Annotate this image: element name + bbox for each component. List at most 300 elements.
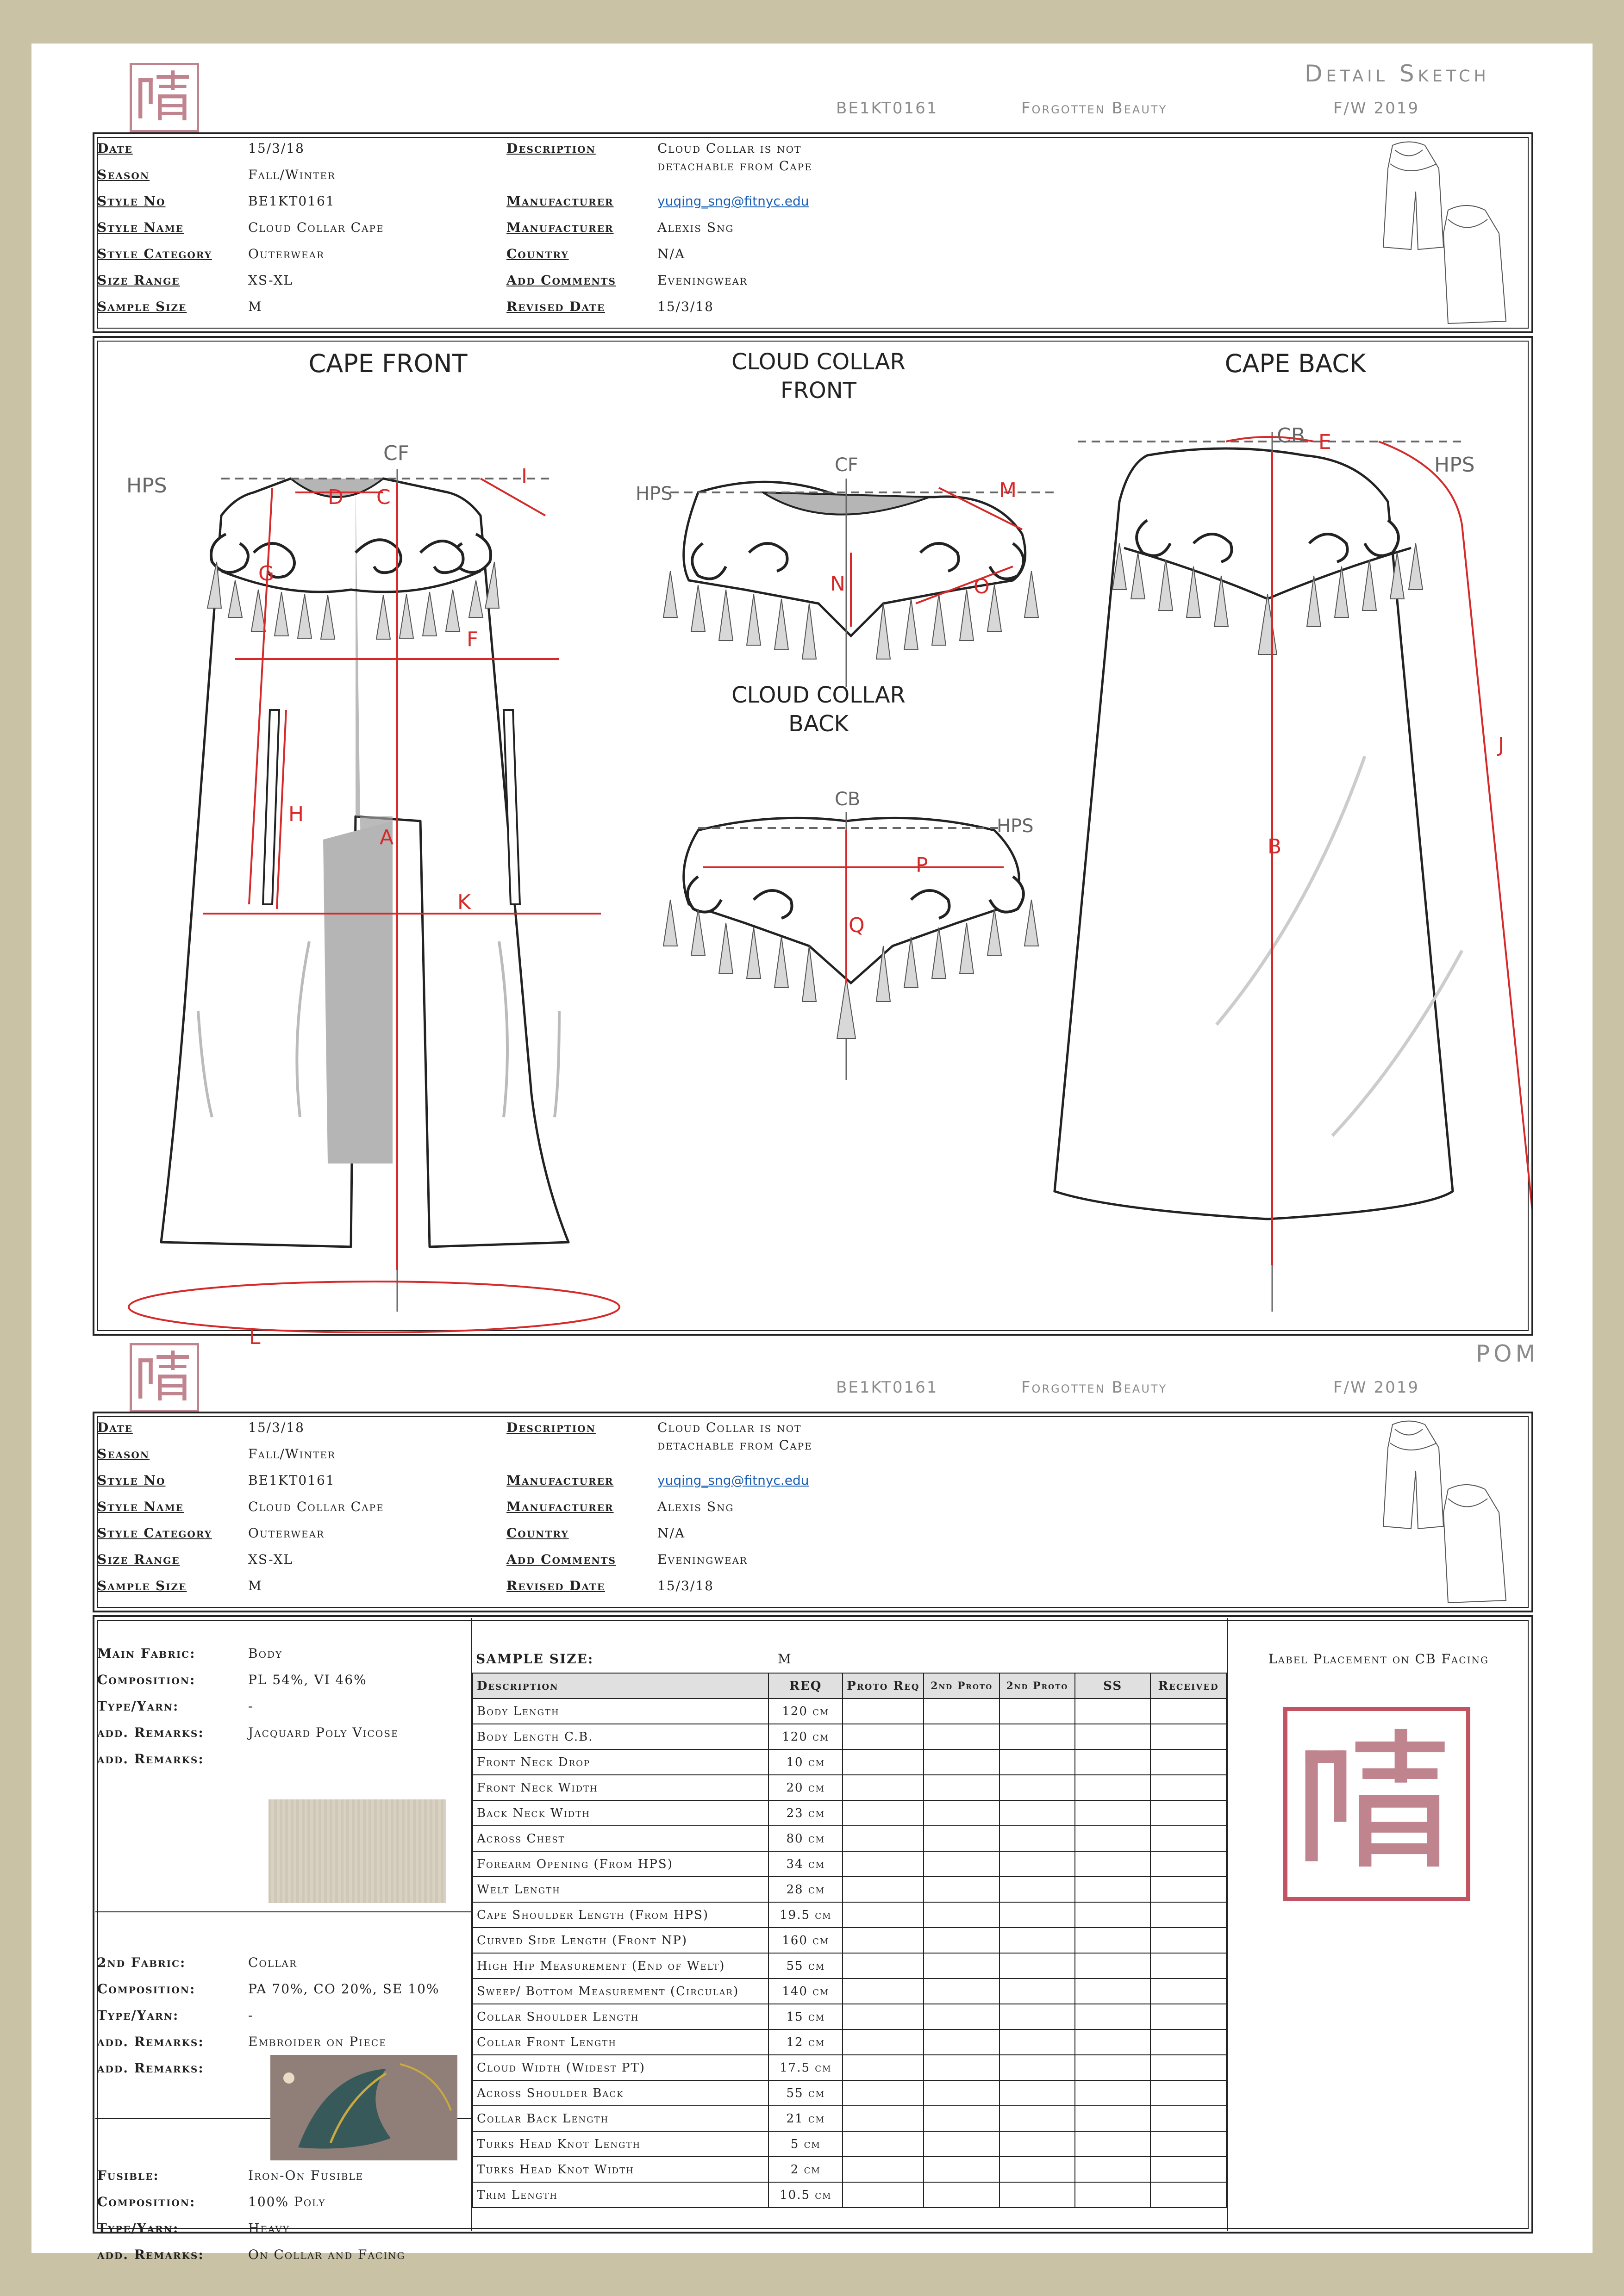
hps-label: HPS: [1434, 453, 1475, 477]
pom-empty-cell[interactable]: [924, 1851, 999, 1877]
info-label: Manufacturer: [506, 1473, 614, 1488]
pom-empty-cell[interactable]: [924, 1749, 999, 1775]
table-row: [473, 1699, 1226, 1724]
col-header-description: Description: [473, 1673, 768, 1699]
pom-empty-cell[interactable]: [843, 2131, 924, 2157]
fabric-value: Jacquard Poly Vicose: [248, 1725, 399, 1740]
pom-empty-cell[interactable]: [1150, 1749, 1226, 1775]
cape-front-title: CAPE FRONT: [308, 349, 468, 378]
pom-req-value: 12 cm: [768, 2029, 843, 2055]
pom-empty-cell[interactable]: [1150, 2004, 1226, 2029]
measure-letter-j: J: [1498, 733, 1504, 757]
body-fabric-swatch: [269, 1799, 446, 1903]
cape-back-sketch: [1008, 404, 1531, 1330]
info-value: M: [248, 1578, 262, 1593]
info-label: Style Category: [97, 1525, 212, 1541]
table-row: [473, 2106, 1226, 2131]
email-link[interactable]: yuqing_sng@fitnyc.edu: [657, 1473, 809, 1488]
info-label: Sample Size: [97, 1578, 187, 1593]
cf-label: CF: [383, 442, 410, 465]
cb-label: CB: [835, 789, 861, 810]
col-header-received: Received: [1150, 1673, 1226, 1699]
collar-fabric-swatch: [270, 2055, 457, 2160]
pom-empty-cell[interactable]: [999, 1851, 1075, 1877]
table-row: [473, 2004, 1226, 2029]
label-placement-title: Label Placement on CB Facing: [1268, 1651, 1489, 1667]
info-label: Add Comments: [506, 273, 616, 288]
info-label: Description: [506, 1420, 596, 1435]
pom-empty-cell[interactable]: [999, 1749, 1075, 1775]
season-code: F/W 2019: [1333, 99, 1419, 118]
info-label: Manufacturer: [506, 1499, 614, 1514]
pom-empty-cell[interactable]: [843, 2157, 924, 2182]
collar-front-title: CLOUD COLLAR: [731, 349, 906, 375]
pom-description: Cape Shoulder Length (From HPS): [473, 1902, 768, 1928]
info-label: Style Name: [97, 1499, 184, 1514]
pom-req-value: 34 cm: [768, 1851, 843, 1877]
pom-empty-cell[interactable]: [1150, 1775, 1226, 1800]
pom-empty-cell[interactable]: [924, 2080, 999, 2106]
info-label: Size Range: [97, 1552, 180, 1567]
info-label: Revised Date: [506, 1578, 605, 1593]
info-label: Size Range: [97, 273, 180, 288]
pom-empty-cell[interactable]: [1075, 1979, 1150, 2004]
pom-empty-cell[interactable]: [843, 2080, 924, 2106]
info-value: N/A: [657, 1525, 686, 1541]
pom-empty-cell[interactable]: [999, 1928, 1075, 1953]
pom-empty-cell[interactable]: [843, 2055, 924, 2080]
pom-table: [472, 1673, 1227, 2208]
fabric-label: add. Remarks:: [97, 1751, 204, 1767]
info-label: Date: [97, 141, 133, 156]
pom-empty-cell[interactable]: [1075, 2004, 1150, 2029]
info-value: Alexis Sng: [657, 1499, 734, 1514]
table-row: [473, 2157, 1226, 2182]
description-line: detachable from Cape: [657, 158, 812, 174]
table-row: [473, 1749, 1226, 1775]
measure-letter-c: C: [376, 485, 391, 509]
table-row: [473, 1724, 1226, 1749]
info-value: Fall/Winter: [248, 167, 336, 182]
pom-empty-cell[interactable]: [1150, 1979, 1226, 2004]
info-value: Cloud Collar Cape: [248, 220, 384, 235]
pom-req-value: 10 cm: [768, 1749, 843, 1775]
pom-description: Front Neck Drop: [473, 1749, 768, 1775]
pom-empty-cell[interactable]: [1075, 2131, 1150, 2157]
pom-description: Turks Head Knot Width: [473, 2157, 768, 2182]
pom-empty-cell[interactable]: [1075, 2055, 1150, 2080]
pom-empty-cell[interactable]: [1075, 1800, 1150, 1826]
fabric-value: Collar: [248, 1955, 297, 1970]
style-number: BE1KT0161: [836, 1378, 938, 1397]
spec-sheet: [31, 44, 1593, 2262]
fabric-label: add. Remarks:: [97, 1725, 204, 1740]
measure-letter-l: L: [249, 1325, 261, 1349]
pom-empty-cell[interactable]: [999, 2080, 1075, 2106]
info-value: N/A: [657, 246, 686, 261]
measure-letter-a: A: [380, 826, 394, 849]
pom-empty-cell[interactable]: [843, 2182, 924, 2208]
measure-letter-o: O: [974, 575, 990, 598]
description-line: Cloud Collar is not: [657, 141, 802, 156]
info-value: 15/3/18: [657, 299, 714, 314]
fabric-label: Main Fabric:: [97, 1646, 196, 1661]
measure-letter-i: I: [521, 465, 527, 488]
measure-letter-q: Q: [849, 914, 865, 937]
pom-empty-cell[interactable]: [1075, 1902, 1150, 1928]
pom-req-value: 55 cm: [768, 2080, 843, 2106]
pom-empty-cell[interactable]: [843, 1826, 924, 1851]
table-row: [473, 1928, 1226, 1953]
pom-description: High Hip Measurement (End of Welt): [473, 1953, 768, 1979]
table-row: [473, 2131, 1226, 2157]
info-label: Country: [506, 1525, 569, 1541]
pom-empty-cell[interactable]: [924, 2029, 999, 2055]
info-value: Eveningwear: [657, 273, 748, 288]
pom-empty-cell[interactable]: [924, 2182, 999, 2208]
pom-empty-cell[interactable]: [843, 1953, 924, 1979]
info-label: Date: [97, 1420, 133, 1435]
info-value: Eveningwear: [657, 1552, 748, 1567]
pom-description: Turks Head Knot Length: [473, 2131, 768, 2157]
info-label: Manufacturer: [506, 193, 614, 209]
info-label: Manufacturer: [506, 220, 614, 235]
pom-empty-cell[interactable]: [924, 1928, 999, 1953]
pom-empty-cell[interactable]: [843, 1902, 924, 1928]
fabric-label: add. Remarks:: [97, 2060, 204, 2076]
pom-empty-cell[interactable]: [999, 1877, 1075, 1902]
pom-empty-cell[interactable]: [999, 2106, 1075, 2131]
info-label: Country: [506, 246, 569, 261]
pom-empty-cell[interactable]: [924, 2131, 999, 2157]
info-value: Outerwear: [248, 246, 325, 261]
hps-label: HPS: [997, 815, 1034, 837]
pom-empty-cell[interactable]: [1150, 1902, 1226, 1928]
pom-empty-cell[interactable]: [999, 1699, 1075, 1724]
pom-empty-cell[interactable]: [1075, 2080, 1150, 2106]
fabric-label: Fusible:: [97, 2168, 159, 2183]
pom-req-value: 23 cm: [768, 1800, 843, 1826]
page-title: Detail Sketch: [1305, 60, 1490, 87]
pom-empty-cell[interactable]: [1075, 1724, 1150, 1749]
info-value: M: [248, 299, 262, 314]
pom-empty-cell[interactable]: [1150, 1699, 1226, 1724]
measure-letter-p: P: [916, 853, 928, 877]
pom-empty-cell[interactable]: [999, 1979, 1075, 2004]
pom-empty-cell[interactable]: [1150, 2029, 1226, 2055]
fabric-value: PA 70%, CO 20%, SE 10%: [248, 1981, 440, 1997]
measure-letter-n: N: [830, 572, 845, 596]
pom-description: Front Neck Width: [473, 1775, 768, 1800]
pom-empty-cell[interactable]: [1075, 2157, 1150, 2182]
measure-letter-k: K: [457, 890, 471, 914]
table-row: [473, 1877, 1226, 1902]
collar-front-title: FRONT: [781, 378, 856, 404]
pom-empty-cell[interactable]: [924, 2106, 999, 2131]
style-number: BE1KT0161: [836, 99, 938, 118]
cf-label: CF: [835, 454, 858, 476]
info-label: Revised Date: [506, 299, 605, 314]
measure-letter-g: G: [258, 562, 275, 585]
collar-back-title: CLOUD COLLAR: [731, 682, 906, 708]
fabric-label: Composition:: [97, 1981, 196, 1997]
info-value: Fall/Winter: [248, 1446, 336, 1462]
pom-empty-cell[interactable]: [924, 1800, 999, 1826]
info-value: Outerwear: [248, 1525, 325, 1541]
table-row: [473, 1851, 1226, 1877]
info-value: 15/3/18: [248, 141, 305, 156]
pom-empty-cell[interactable]: [999, 1724, 1075, 1749]
pom-empty-cell[interactable]: [1075, 1826, 1150, 1851]
hps-label: HPS: [636, 483, 673, 504]
pom-description: Trim Length: [473, 2182, 768, 2208]
pom-empty-cell[interactable]: [999, 2157, 1075, 2182]
info-value: XS-XL: [248, 273, 294, 288]
pom-empty-cell[interactable]: [843, 1775, 924, 1800]
fabric-value: PL 54%, VI 46%: [248, 1672, 367, 1687]
pom-req-value: 17.5 cm: [768, 2055, 843, 2080]
page-title: POM: [1476, 1340, 1539, 1367]
info-label: Style No: [97, 193, 166, 209]
description-line: Cloud Collar is not: [657, 1420, 802, 1435]
brand-logo-icon: [130, 63, 199, 132]
pom-empty-cell[interactable]: [924, 1953, 999, 1979]
pom-empty-cell[interactable]: [1075, 2106, 1150, 2131]
pom-req-value: 10.5 cm: [768, 2182, 843, 2208]
pom-empty-cell[interactable]: [1150, 1800, 1226, 1826]
fabric-value: On Collar and Facing: [248, 2247, 406, 2262]
col-header-2nd-proto: 2nd Proto: [924, 1673, 999, 1699]
pom-empty-cell[interactable]: [924, 1902, 999, 1928]
pom-empty-cell[interactable]: [1075, 1851, 1150, 1877]
pom-empty-cell[interactable]: [843, 2004, 924, 2029]
info-value: 15/3/18: [657, 1578, 714, 1593]
info-label: Season: [97, 1446, 150, 1462]
measure-letter-f: F: [467, 628, 479, 651]
season-code: F/W 2019: [1333, 1378, 1419, 1397]
table-row: [473, 2055, 1226, 2080]
pom-empty-cell[interactable]: [843, 1800, 924, 1826]
pom-empty-cell[interactable]: [999, 1775, 1075, 1800]
pom-description: Welt Length: [473, 1877, 768, 1902]
pom-empty-cell[interactable]: [843, 1749, 924, 1775]
table-row: [473, 1902, 1226, 1928]
fabric-label: add. Remarks:: [97, 2247, 204, 2262]
pom-empty-cell[interactable]: [924, 1877, 999, 1902]
fabric-label: Composition:: [97, 2194, 196, 2209]
fabric-value: 100% Poly: [248, 2194, 326, 2209]
measure-letter-d: D: [328, 485, 344, 509]
pom-req-value: 5 cm: [768, 2131, 843, 2157]
pom-empty-cell[interactable]: [1150, 1877, 1226, 1902]
col-header-2nd-proto: 2nd Proto: [999, 1673, 1075, 1699]
pom-empty-cell[interactable]: [1150, 1724, 1226, 1749]
pom-description: Back Neck Width: [473, 1800, 768, 1826]
pom-req-value: 80 cm: [768, 1826, 843, 1851]
table-row: [473, 2182, 1226, 2208]
col-header-req: REQ: [768, 1673, 843, 1699]
pom-empty-cell[interactable]: [843, 2029, 924, 2055]
pom-empty-cell[interactable]: [924, 2004, 999, 2029]
pom-description: Body Length: [473, 1699, 768, 1724]
info-label: Style Category: [97, 246, 212, 261]
pom-req-value: 20 cm: [768, 1775, 843, 1800]
cape-front-sketch: [96, 340, 652, 1335]
info-label: Sample Size: [97, 299, 187, 314]
pom-req-value: 55 cm: [768, 1953, 843, 1979]
pom-empty-cell[interactable]: [999, 1902, 1075, 1928]
pom-description: Collar Shoulder Length: [473, 2004, 768, 2029]
pom-req-value: 28 cm: [768, 1877, 843, 1902]
col-header-proto-req: Proto Req: [843, 1673, 924, 1699]
pom-req-value: 19.5 cm: [768, 1902, 843, 1928]
table-row: [473, 1979, 1226, 2004]
pom-empty-cell[interactable]: [1150, 2157, 1226, 2182]
table-row: [473, 1953, 1226, 1979]
pom-empty-cell[interactable]: [999, 2055, 1075, 2080]
table-row: [473, 2080, 1226, 2106]
pom-empty-cell[interactable]: [1150, 2182, 1226, 2208]
collection-name: Forgotten Beauty: [1021, 99, 1168, 118]
fabric-label: Type/Yarn:: [97, 2221, 179, 2236]
pom-empty-cell[interactable]: [1075, 1953, 1150, 1979]
brand-logo-icon: [130, 1343, 199, 1412]
pom-req-value: 21 cm: [768, 2106, 843, 2131]
fabric-value: Iron-On Fusible: [248, 2168, 364, 2183]
info-value: 15/3/18: [248, 1420, 305, 1435]
info-label: Description: [506, 141, 596, 156]
pom-empty-cell[interactable]: [999, 1800, 1075, 1826]
fabric-value: Heavy: [248, 2221, 290, 2236]
pom-empty-cell[interactable]: [924, 1699, 999, 1724]
fabric-label: Type/Yarn:: [97, 1699, 179, 1714]
pom-empty-cell[interactable]: [843, 1979, 924, 2004]
pom-empty-cell[interactable]: [843, 1851, 924, 1877]
pom-empty-cell[interactable]: [999, 2029, 1075, 2055]
pom-empty-cell[interactable]: [1150, 1928, 1226, 1953]
fabric-value: -: [248, 1699, 254, 1714]
cape-thumbnail-icon: [1374, 1415, 1522, 1610]
fabric-value: Embroider on Piece: [248, 2034, 387, 2049]
cape-thumbnail-icon: [1374, 136, 1522, 330]
email-link[interactable]: yuqing_sng@fitnyc.edu: [657, 193, 809, 209]
col-header-ss: SS: [1075, 1673, 1150, 1699]
pom-req-value: 120 cm: [768, 1699, 843, 1724]
pom-empty-cell[interactable]: [924, 1724, 999, 1749]
pom-empty-cell[interactable]: [1075, 2182, 1150, 2208]
measure-letter-m: M: [999, 479, 1017, 502]
pom-empty-cell[interactable]: [999, 2004, 1075, 2029]
pom-empty-cell[interactable]: [999, 1826, 1075, 1851]
table-row: [473, 1800, 1226, 1826]
pom-empty-cell[interactable]: [843, 1724, 924, 1749]
pom-req-value: 2 cm: [768, 2157, 843, 2182]
pom-empty-cell[interactable]: [1150, 2055, 1226, 2080]
pom-empty-cell[interactable]: [843, 1699, 924, 1724]
pom-empty-cell[interactable]: [1150, 2131, 1226, 2157]
pom-empty-cell[interactable]: [1075, 1775, 1150, 1800]
pom-empty-cell[interactable]: [999, 2182, 1075, 2208]
pom-description: Collar Back Length: [473, 2106, 768, 2131]
table-row: [473, 2029, 1226, 2055]
pom-description: Curved Side Length (Front NP): [473, 1928, 768, 1953]
fabric-label: add. Remarks:: [97, 2034, 204, 2049]
collar-back-title: BACK: [788, 711, 849, 737]
pom-empty-cell[interactable]: [999, 1953, 1075, 1979]
cb-label: CB: [1277, 424, 1305, 448]
pom-empty-cell[interactable]: [1150, 2080, 1226, 2106]
fabric-label: 2nd Fabric:: [97, 1955, 186, 1970]
pom-description: Collar Front Length: [473, 2029, 768, 2055]
info-value: BE1KT0161: [248, 1473, 335, 1488]
table-row: [473, 1826, 1226, 1851]
table-row: [473, 1775, 1226, 1800]
pom-description: Forearm Opening (From HPS): [473, 1851, 768, 1877]
pom-description: Cloud Width (Widest PT): [473, 2055, 768, 2080]
measure-letter-h: H: [288, 803, 304, 826]
info-value: Alexis Sng: [657, 220, 734, 235]
pom-req-value: 140 cm: [768, 1979, 843, 2004]
info-label: Style Name: [97, 220, 184, 235]
pom-empty-cell[interactable]: [1150, 1826, 1226, 1851]
collection-name: Forgotten Beauty: [1021, 1378, 1168, 1397]
sample-size-value: M: [778, 1651, 791, 1667]
pom-empty-cell[interactable]: [843, 1877, 924, 1902]
fabric-value: Body: [248, 1646, 283, 1661]
pom-empty-cell[interactable]: [843, 2106, 924, 2131]
pom-req-value: 160 cm: [768, 1928, 843, 1953]
pom-description: Sweep/ Bottom Measurement (Circular): [473, 1979, 768, 2004]
pom-empty-cell[interactable]: [1075, 2029, 1150, 2055]
pom-description: Across Chest: [473, 1826, 768, 1851]
pom-req-value: 120 cm: [768, 1724, 843, 1749]
cape-back-title: CAPE BACK: [1224, 349, 1366, 378]
info-label: Style No: [97, 1473, 166, 1488]
pom-empty-cell[interactable]: [1075, 1749, 1150, 1775]
pom-empty-cell[interactable]: [924, 2055, 999, 2080]
pom-empty-cell[interactable]: [924, 2157, 999, 2182]
pom-empty-cell[interactable]: [1075, 1699, 1150, 1724]
pom-description: Body Length C.B.: [473, 1724, 768, 1749]
pom-empty-cell[interactable]: [1150, 2106, 1226, 2131]
pom-empty-cell[interactable]: [924, 1826, 999, 1851]
pom-empty-cell[interactable]: [1075, 1928, 1150, 1953]
measure-letter-e: E: [1318, 430, 1331, 454]
info-value: Cloud Collar Cape: [248, 1499, 384, 1514]
info-label: Add Comments: [506, 1552, 616, 1567]
sample-size-label: SAMPLE SIZE:: [476, 1651, 594, 1667]
pom-empty-cell[interactable]: [999, 2131, 1075, 2157]
pom-description: Across Shoulder Back: [473, 2080, 768, 2106]
pom-req-value: 15 cm: [768, 2004, 843, 2029]
pom-empty-cell[interactable]: [924, 1979, 999, 2004]
pom-empty-cell[interactable]: [1150, 1851, 1226, 1877]
info-value: XS-XL: [248, 1552, 294, 1567]
pom-empty-cell[interactable]: [843, 1928, 924, 1953]
description-line: detachable from Cape: [657, 1437, 812, 1453]
measure-letter-b: B: [1268, 835, 1282, 859]
pom-empty-cell[interactable]: [1150, 1953, 1226, 1979]
pom-empty-cell[interactable]: [1075, 1877, 1150, 1902]
label-logo-icon: [1283, 1707, 1470, 1901]
fabric-label: Type/Yarn:: [97, 2008, 179, 2023]
hps-label: HPS: [126, 474, 167, 498]
fabric-label: Composition:: [97, 1672, 196, 1687]
pom-empty-cell[interactable]: [924, 1775, 999, 1800]
info-label: Season: [97, 167, 150, 182]
fabric-value: -: [248, 2008, 254, 2023]
info-value: BE1KT0161: [248, 193, 335, 209]
